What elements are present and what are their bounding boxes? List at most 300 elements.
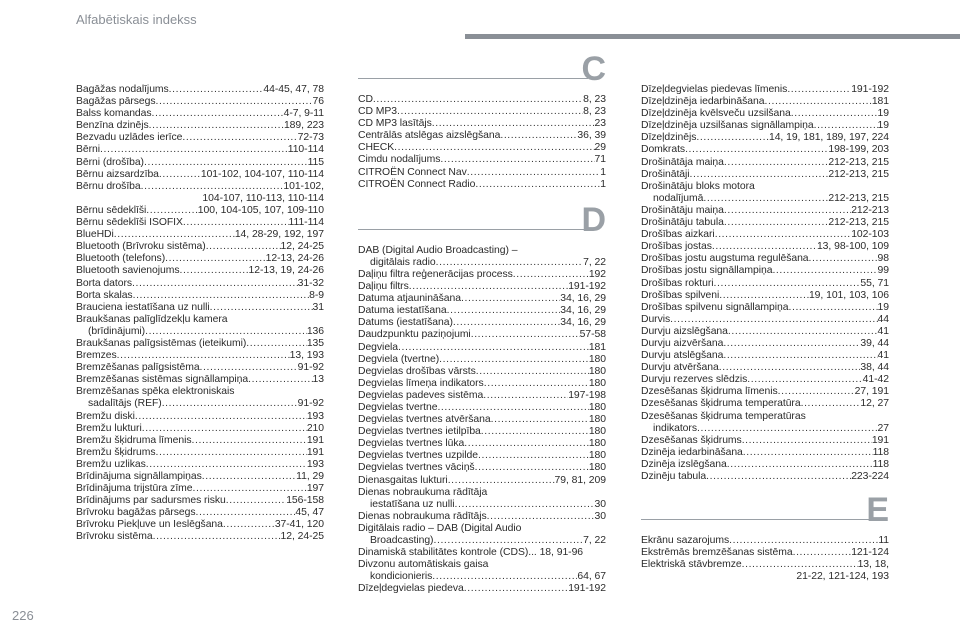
index-entry [76, 144, 324, 156]
entry-pages: 34, 16, 29 [560, 305, 606, 317]
entry-pages: 8, 23 [583, 106, 606, 118]
entry-term: Brīvroku bagāžas pārsegs [76, 507, 196, 519]
index-column-1 [76, 84, 324, 544]
entry-term: Dzesēšanas šķidruma temperatūra [641, 398, 801, 410]
index-entry [358, 94, 606, 106]
dot-leader [169, 84, 264, 96]
dot-leader [723, 338, 860, 350]
index-entry [358, 106, 606, 118]
index-entry-heading: Drošinātāju bloks motora [641, 180, 755, 192]
entry-pages: 71 [594, 154, 606, 166]
entry-term: Ekstrēmās bremzēšanas sistēma [641, 547, 793, 559]
index-entry [641, 302, 889, 314]
index-entry [641, 278, 889, 290]
entry-term: Durvis [641, 313, 671, 325]
entry-pages: 189, 223 [283, 120, 324, 132]
entry-term: Benzīna dzinējs [76, 120, 149, 132]
entry-term: Bagāžas pārsegs [76, 96, 156, 108]
dot-leader [778, 386, 855, 398]
dot-leader [814, 120, 878, 132]
entry-term: Cimdu nodalījums [358, 154, 441, 166]
dot-leader [226, 495, 286, 507]
index-entry [358, 154, 606, 166]
entry-term: CD [358, 94, 373, 105]
entry-term: CD MP3 [358, 106, 397, 118]
entry-term: Degvielas līmeņa indikators [358, 377, 484, 389]
entry-pages: 39, 44 [860, 337, 889, 349]
entry-term: Degvielas tvertne [358, 401, 438, 413]
index-entry [358, 390, 606, 402]
entry-pages-continued: 104-107, 110-113, 110-114 [202, 192, 324, 204]
dot-leader [714, 278, 861, 290]
index-entry [76, 531, 324, 543]
entry-term: Drošības spilveni [641, 289, 720, 301]
dot-leader [183, 217, 289, 229]
entry-term: Durvju atvēršana [641, 362, 719, 374]
dot-leader [788, 302, 877, 314]
entry-pages: 111-114 [288, 217, 324, 229]
index-entry [641, 547, 889, 559]
entry-pages: 29 [594, 142, 606, 154]
entry-pages: 210 [306, 422, 324, 434]
entry-pages: 12, 24-25 [280, 241, 324, 253]
dot-leader [743, 447, 873, 459]
entry-pages: 30 [594, 510, 606, 522]
dot-leader [729, 535, 878, 547]
dot-leader [685, 144, 828, 156]
index-entry [76, 362, 324, 374]
index-entry [76, 181, 324, 193]
entry-term: Drošinātāji [641, 168, 690, 180]
entry-term: Datums (iestatīšana) [358, 317, 453, 329]
entry-term: sadalītājs (REF) [88, 398, 162, 410]
entry-pages: 118 [872, 446, 889, 458]
entry-pages-continued: 21-22, 121-124, 193 [796, 571, 889, 583]
entry-pages: 44 [877, 313, 889, 325]
entry-term: Brīdinājums par sadursmes risku [76, 495, 226, 507]
dot-leader [146, 205, 198, 217]
index-entry [641, 108, 889, 120]
entry-pages: 13, 98-100, 109 [816, 241, 889, 253]
index-entry [641, 290, 889, 302]
entry-pages: 101-102, 104-107, 110-114 [200, 168, 324, 180]
dot-leader [149, 120, 284, 132]
dot-leader [719, 362, 861, 374]
dot-leader [440, 154, 594, 166]
entry-term: Bremzēšanas palīgsistēma [76, 362, 200, 374]
entry-pages: 76 [312, 96, 324, 108]
index-entry-heading: Digitālais radio – DAB (Digital Audio [358, 522, 522, 534]
entry-pages: 135 [306, 337, 324, 349]
entry-pages: 45, 47 [295, 507, 324, 519]
index-entry [358, 583, 606, 595]
entry-pages: 180 [588, 462, 606, 474]
dot-leader [455, 499, 595, 511]
entry-term: Bluetooth savienojums [76, 265, 180, 277]
index-entry [76, 398, 324, 410]
entry-term: indikators [653, 422, 697, 434]
dot-leader [409, 281, 568, 293]
index-entry [641, 535, 889, 547]
entry-pages: 19 [877, 120, 889, 132]
entry-term: Dīzeļdegvielas piedeva [358, 583, 464, 595]
entry-pages: 91-92 [297, 362, 324, 374]
index-entry [641, 350, 889, 362]
dot-leader [200, 362, 298, 374]
index-entry [641, 362, 889, 374]
index-entry [641, 447, 889, 459]
entry-term: Degvielas drošības vārsts [358, 365, 476, 377]
entry-term: Durvju aizslēgšana [641, 325, 728, 337]
dot-leader [464, 583, 568, 595]
dot-leader [193, 483, 307, 495]
index-entry [76, 290, 324, 302]
entry-pages: 180 [588, 426, 606, 438]
entry-pages: 19 [877, 108, 889, 120]
index-entry [358, 475, 606, 487]
dot-leader [202, 471, 296, 483]
index-entry [76, 350, 324, 362]
entry-pages: 31 [312, 301, 324, 313]
entry-pages: 34, 16, 29 [560, 293, 606, 305]
entry-term: Bremzēšanas sistēmas signāllampiņa [76, 374, 249, 386]
entry-pages: 180 [588, 401, 606, 413]
entry-pages: 191 [306, 446, 324, 458]
entry-pages: 100, 104-105, 107, 109-110 [197, 204, 324, 216]
entry-pages: 191-192 [568, 583, 606, 595]
entry-term: CITROËN Connect Nav [358, 166, 467, 178]
dot-leader [772, 265, 877, 277]
section-d-entries-cont [641, 84, 889, 483]
index-entry [358, 438, 606, 450]
entry-pages: 191-192 [568, 281, 606, 293]
entry-pages: 197 [306, 483, 324, 495]
entry-pages: 110-114 [287, 144, 324, 156]
index-entry [76, 205, 324, 217]
index-entry [358, 511, 606, 523]
entry-pages: 191-192 [851, 84, 889, 95]
index-entry [76, 241, 324, 253]
entry-term: Drošinātāju maiņa [641, 204, 724, 216]
index-entry [76, 302, 324, 314]
dot-leader [156, 447, 307, 459]
dot-leader [432, 118, 595, 130]
dot-leader [448, 475, 555, 487]
dot-leader [475, 462, 589, 474]
index-entry [358, 179, 606, 191]
entry-term: Borta dators [76, 277, 133, 289]
entry-pages: 136 [306, 325, 324, 337]
dot-leader [491, 414, 589, 426]
dot-leader [475, 179, 600, 191]
dot-leader [192, 435, 307, 447]
entry-pages: 27, 191 [854, 386, 889, 398]
index-entry [358, 426, 606, 438]
dot-leader [478, 450, 589, 462]
index-entry [641, 326, 889, 338]
index-entry [358, 281, 606, 293]
dot-leader [467, 167, 601, 179]
index-entry [358, 499, 606, 511]
entry-term: Daudzpunktu paziņojumi [358, 329, 471, 341]
entry-term: Bluetooth (telefons) [76, 253, 166, 265]
index-entry [641, 459, 889, 471]
section-d-entries [358, 245, 606, 596]
dot-leader [447, 305, 561, 317]
entry-term: CHECK [358, 142, 395, 154]
entry-pages: 57-58 [579, 329, 606, 341]
index-entry-heading: Dinamiskā stabilitātes kontrole (CDS)... 18, 91-96 [358, 547, 584, 559]
index-entry [76, 108, 324, 120]
index-entry [358, 257, 606, 269]
dot-leader [210, 302, 313, 314]
index-column-3 [641, 84, 889, 583]
entry-term: Drošības jostu augstuma regulēšana [641, 253, 809, 265]
dot-leader [715, 229, 852, 241]
entry-pages: 72-73 [297, 132, 324, 144]
entry-pages: 212-213 [851, 204, 889, 216]
dot-leader [747, 374, 862, 386]
dot-leader [433, 535, 583, 547]
section-rule [358, 78, 588, 79]
dot-leader [223, 519, 275, 531]
dot-leader [706, 471, 851, 483]
entry-term: Brīdinājuma trijstūra zīme [76, 483, 193, 495]
entry-term: Dīzeļdegvielas piedevas līmenis [641, 84, 788, 95]
entry-pages: 99 [877, 265, 889, 277]
header-rule [465, 34, 960, 39]
entry-term: Degvielas padeves sistēma [358, 389, 484, 401]
entry-term: Degviela [358, 341, 399, 353]
entry-pages: 180 [588, 438, 606, 450]
entry-term: Drošības spilvenu signāllampiņa [641, 301, 789, 313]
dot-leader [690, 169, 829, 181]
index-entry [641, 398, 889, 410]
index-entry [358, 269, 606, 281]
dot-leader [801, 398, 861, 410]
entry-term: Dzinēja iedarbināšana [641, 446, 743, 458]
entry-term: (brīdinājumi) [88, 325, 146, 337]
dot-leader [727, 459, 873, 471]
entry-pages: 41 [877, 350, 889, 362]
index-entry [76, 495, 324, 507]
entry-pages: 197-198 [568, 389, 606, 401]
dot-leader [703, 193, 828, 205]
entry-pages: 7, 22 [583, 535, 606, 546]
dot-leader [500, 130, 577, 142]
index-entry [76, 132, 324, 144]
entry-term: Degvielas tvertnes vāciņš [358, 462, 475, 474]
dot-leader [484, 378, 589, 390]
dot-leader [141, 181, 284, 193]
dot-leader [398, 342, 589, 354]
dot-leader [742, 559, 858, 571]
section-c-entries [358, 94, 606, 191]
entry-term: Centrālās atslēgas aizslēgšana [358, 130, 501, 142]
entry-pages: 30 [594, 498, 606, 510]
entry-term: iestatīšana uz nulli [370, 498, 455, 510]
entry-term: Dzinēju tabula [641, 471, 707, 482]
index-entry [641, 132, 889, 144]
entry-pages: 41-42 [862, 374, 889, 386]
index-entry [76, 519, 324, 531]
entry-pages: 36, 39 [577, 130, 606, 142]
index-entry [76, 411, 324, 423]
entry-term: BlueHDi [76, 229, 114, 241]
section-rule [641, 519, 871, 520]
index-entry [358, 450, 606, 462]
index-entry [641, 144, 889, 156]
entry-pages: 31-32 [297, 277, 324, 289]
index-entry [641, 435, 889, 447]
dot-leader [248, 374, 312, 386]
index-entry [76, 423, 324, 435]
index-entry [641, 241, 889, 253]
dot-leader [464, 438, 589, 450]
entry-term: Datuma iestatīšana [358, 305, 447, 317]
dot-leader [724, 157, 828, 169]
entry-term: Brīvroku Piekļuve un Ieslēgšana [76, 519, 223, 531]
entry-term: Drošības jostas [641, 241, 712, 253]
entry-pages: 98 [877, 253, 889, 265]
entry-pages: 27 [877, 422, 889, 434]
entry-term: Degvielas tvertnes ietilpība [358, 426, 481, 438]
index-entry [76, 217, 324, 229]
dot-leader [133, 290, 310, 302]
entry-term: Bērnu aizsardzība [76, 168, 159, 180]
entry-term: Brīdinājuma signāllampiņas [76, 471, 202, 482]
dot-leader [791, 108, 878, 120]
entry-pages: 12, 27 [860, 398, 889, 410]
entry-pages: 12-13, 19, 24-26 [248, 265, 324, 277]
entry-term: Brīvroku sistēma [76, 531, 153, 543]
entry-pages: 193 [306, 410, 324, 422]
entry-term: Bremžu uzlikas [76, 458, 146, 470]
entry-pages: 180 [588, 377, 606, 389]
dot-leader [153, 531, 281, 543]
entry-term: kondicionieris [370, 571, 433, 583]
entry-pages: 11, 29 [296, 471, 324, 482]
entry-term: Durvju aizvēršana [641, 337, 724, 349]
entry-term: Balss komandas [76, 108, 152, 120]
index-entry [641, 169, 889, 181]
entry-pages: 156-158 [286, 495, 324, 507]
dot-leader [483, 390, 568, 402]
entry-term: Bremzes [76, 350, 117, 362]
entry-pages: 14, 28-29, 192, 197 [234, 229, 324, 241]
dot-leader [432, 571, 577, 583]
dot-leader [719, 290, 809, 302]
index-entry [641, 120, 889, 132]
entry-pages: 180 [588, 414, 606, 426]
index-entry [358, 378, 606, 390]
entry-term: Bērni (drošība) [76, 156, 144, 168]
dot-leader [165, 253, 266, 265]
index-entry [358, 118, 606, 130]
entry-term: Dīzeļdzinēja uzsilšanas signāllampiņa [641, 120, 814, 132]
index-entry [76, 229, 324, 241]
entry-pages: 223-224 [851, 471, 889, 482]
entry-term: CD MP3 lasītājs [358, 118, 432, 130]
entry-term: Drošinātāju tabula [641, 217, 724, 229]
dot-leader [162, 398, 298, 410]
dot-leader [146, 459, 307, 471]
section-letter: D [581, 200, 606, 239]
dot-leader [394, 142, 594, 154]
index-entry [358, 535, 606, 547]
dot-leader [180, 265, 249, 277]
index-column-2 [358, 52, 606, 595]
index-entry [358, 366, 606, 378]
index-entry [641, 471, 889, 483]
entry-term: nodalījumā [653, 192, 704, 204]
entry-pages: 193 [306, 458, 324, 470]
dot-leader [246, 338, 307, 350]
index-entry [358, 293, 606, 305]
entry-term: Brauciena iestatīšana uz nulli [76, 301, 210, 313]
entry-term: Daļiņu filtrs [358, 281, 409, 293]
dot-leader [182, 132, 297, 144]
entry-pages: 212-213, 215 [828, 217, 889, 229]
entry-term: Bremžu lukturi [76, 422, 142, 434]
index-entry [358, 130, 606, 142]
entry-term: Degvielas tvertnes uzpilde [358, 450, 478, 462]
entry-term: Bremžu šķidrums [76, 446, 156, 458]
entry-pages: 101-102, [283, 180, 324, 192]
entry-pages: 12-13, 24-26 [265, 253, 324, 265]
index-entry [76, 253, 324, 265]
page-number: 226 [12, 608, 34, 623]
entry-pages: 19, 101, 103, 106 [808, 289, 889, 301]
entry-term: Bezvadu uzlādes ierīce [76, 132, 183, 144]
entry-pages: 181 [871, 96, 889, 108]
index-entry [641, 193, 889, 205]
entry-term: Bremžu šķidruma līmenis [76, 434, 192, 446]
entry-pages: 180 [588, 353, 606, 365]
entry-pages: 7, 22 [583, 256, 606, 268]
entry-pages: 14, 19, 181, 189, 197, 224 [768, 132, 889, 144]
entry-pages: 13, 18, [857, 559, 889, 571]
entry-pages: 102-103 [851, 229, 889, 241]
index-entry [76, 447, 324, 459]
dot-leader [670, 314, 877, 326]
entry-pages: 23 [594, 118, 606, 130]
index-entry [76, 169, 324, 181]
index-entry [358, 329, 606, 341]
entry-pages: 41 [877, 325, 889, 337]
dot-leader [117, 350, 290, 362]
entry-pages: 191 [306, 434, 324, 446]
index-entry [76, 265, 324, 277]
entry-pages: 13 [312, 374, 324, 386]
section-header-c [358, 52, 606, 92]
dot-leader [142, 423, 307, 435]
entry-pages: 198-199, 203 [828, 144, 889, 156]
entry-term: Dienasgaitas lukturi [358, 474, 448, 486]
entry-term: Broadcasting) [370, 535, 434, 546]
dot-leader [135, 411, 307, 423]
entry-term: Bērnu sēdeklīši ISOFIX [76, 217, 183, 229]
dot-leader [764, 96, 871, 108]
dot-leader [461, 293, 560, 305]
entry-term: Datuma atjaunināšana [358, 293, 461, 305]
index-entry-heading: Bremzēšanas spēka elektroniskais [76, 386, 235, 398]
section-e-entries [641, 535, 889, 583]
entry-term: Dīzeļdzinēja kvēlsveču uzsilšana [641, 108, 791, 120]
index-entry [641, 229, 889, 241]
index-entry [76, 435, 324, 447]
index-entry [358, 354, 606, 366]
